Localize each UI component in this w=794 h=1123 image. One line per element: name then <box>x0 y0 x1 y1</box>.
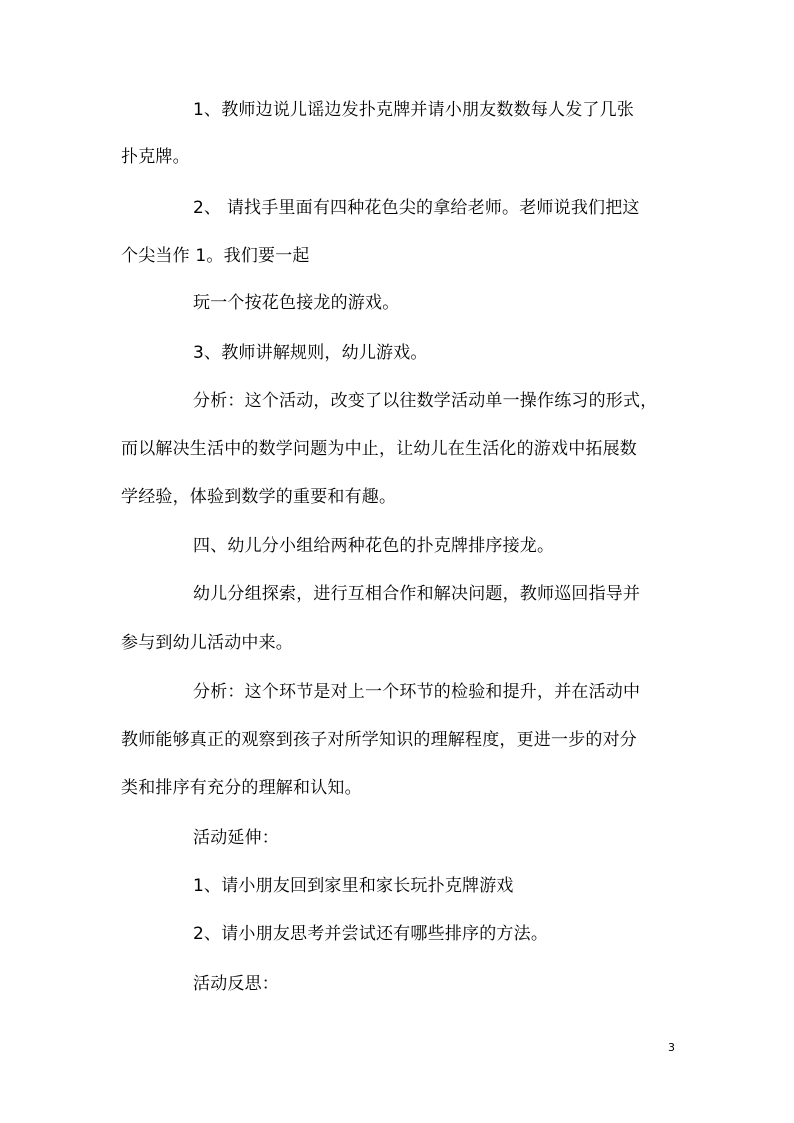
text-line-9: 学经验，体验到数学的重要和有趣。 <box>121 487 397 507</box>
text-line-18: 2、请小朋友思考并尝试还有哪些排序的方法。 <box>193 924 549 944</box>
text-line-8: 而以解决生活中的数学问题为中止，让幼儿在生活化的游戏中拓展数 <box>121 439 637 459</box>
text-line-7: 分析：这个活动，改变了以往数学活动单一操作练习的形式， <box>193 391 658 411</box>
text-line-17: 1、请小朋友回到家里和家长玩扑克牌游戏 <box>193 876 514 896</box>
text-line-11: 幼儿分组探索，进行互相合作和解决问题，教师巡回指导并 <box>193 584 641 604</box>
text-line-13: 分析：这个环节是对上一个环节的检验和提升，并在活动中 <box>193 682 641 702</box>
text-line-19: 活动反思： <box>193 974 279 994</box>
text-line-5: 玩一个按花色接龙的游戏。 <box>193 293 400 313</box>
text-line-10: 四、幼儿分小组给两种花色的扑克牌排序接龙。 <box>193 536 555 556</box>
text-line-3: 2、 请找手里面有四种花色尖的拿给老师。老师说我们把这 <box>193 198 640 218</box>
text-line-16: 活动延伸： <box>193 828 279 848</box>
text-line-15: 类和排序有充分的理解和认知。 <box>121 778 362 798</box>
text-line-6: 3、教师讲解规则，幼儿游戏。 <box>193 343 428 363</box>
text-line-12: 参与到幼儿活动中来。 <box>121 633 293 653</box>
text-line-2: 扑克牌。 <box>121 147 190 167</box>
page-number: 3 <box>668 1041 675 1054</box>
text-line-4: 个尖当作 1。我们要一起 <box>121 246 310 266</box>
text-line-14: 教师能够真正的观察到孩子对所学知识的理解程度，更进一步的对分 <box>121 730 637 750</box>
text-line-1: 1、教师边说儿谣边发扑克牌并请小朋友数数每人发了几张 <box>193 100 635 120</box>
